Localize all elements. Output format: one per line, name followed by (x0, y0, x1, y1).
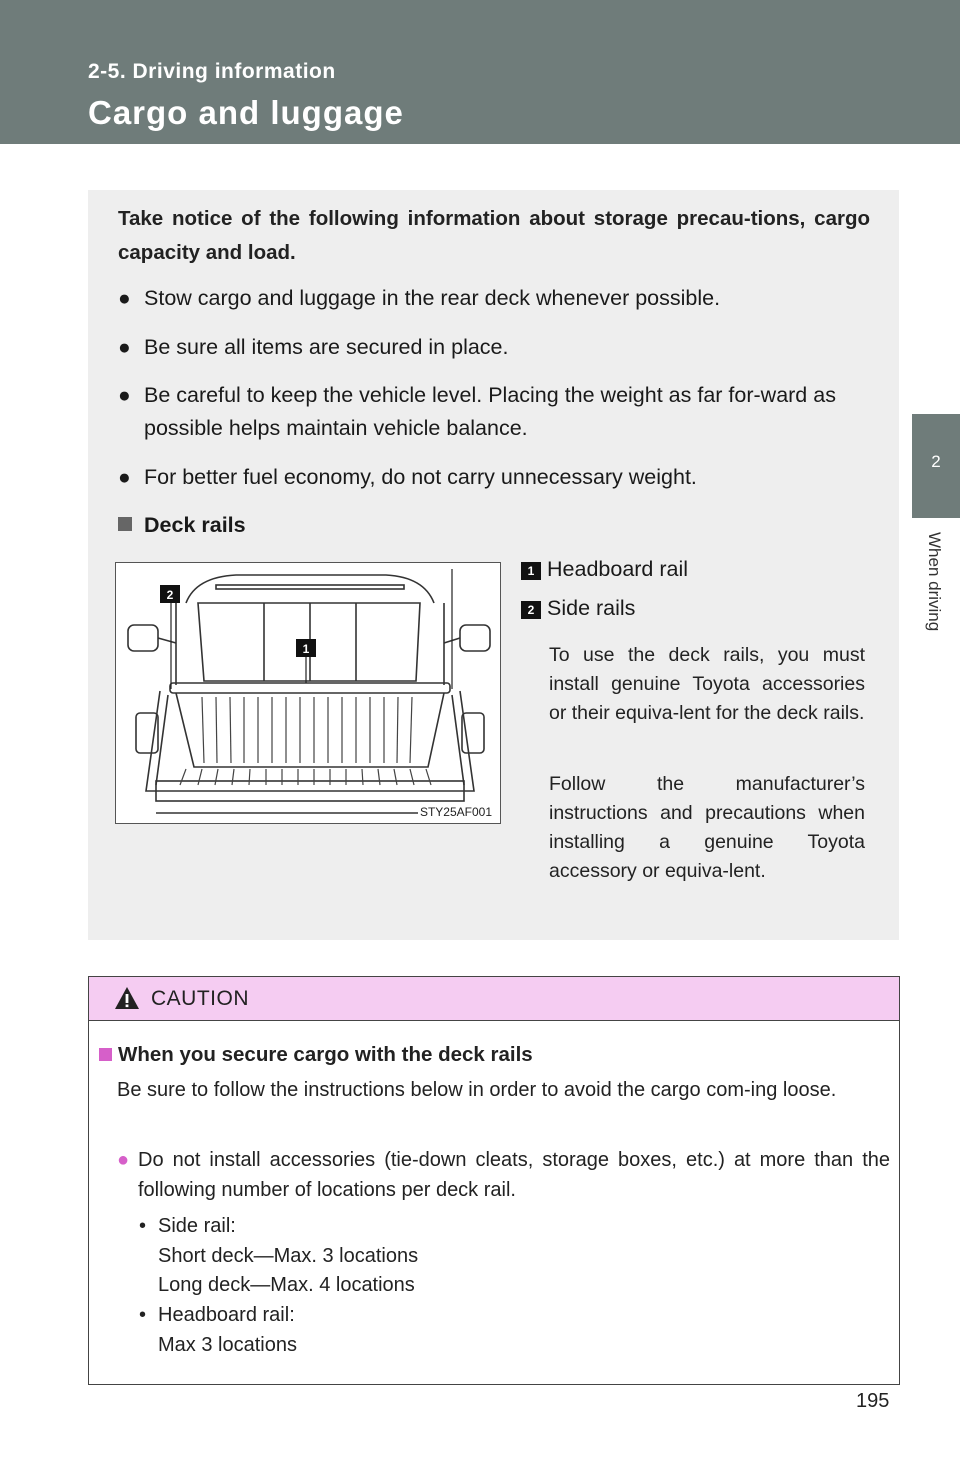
intro-text: Take notice of the following information about storage precau-tions, cargo capacity and load. (118, 207, 870, 264)
deck-rails-heading (118, 513, 246, 538)
bullet-text: Be sure all items are secured in place. (144, 335, 509, 359)
bullet-item (118, 282, 870, 315)
square-bullet-icon (99, 1048, 112, 1061)
list-line: Long deck—Max. 4 locations (158, 1274, 415, 1296)
bullet-dot-icon: ● (118, 384, 131, 407)
warning-triangle-icon (114, 986, 140, 1010)
caution-intro: Be sure to follow the instructions below in order to avoid the cargo com-ing loose. (117, 1079, 837, 1101)
limit-list-item (139, 1212, 418, 1301)
list-bullet: • (139, 1304, 147, 1326)
caution-box (88, 976, 900, 1385)
bullet-dot-icon: ● (118, 466, 131, 489)
bullet-text: For better fuel economy, do not carry unnecessary weight. (144, 465, 697, 489)
deck-rails-figure (115, 562, 501, 824)
legend-item-headboard-rail (521, 557, 688, 582)
bullet-text: Do not install accessories (tie-down cleats, storage boxes, etc.) at more than the following number of locations per deck rail. (138, 1149, 890, 1201)
heading-text: Deck rails (144, 513, 246, 537)
bullet-dot-icon: ● (118, 336, 131, 359)
header-bar (0, 0, 960, 144)
list-label: Headboard rail: (158, 1304, 295, 1326)
truck-bed-illustration (116, 563, 501, 824)
legend-label: Side rails (547, 596, 636, 620)
caution-bullet (117, 1145, 890, 1205)
svg-text:2: 2 (166, 588, 174, 602)
list-line: Short deck—Max. 3 locations (158, 1244, 419, 1267)
bullet-item (118, 331, 870, 364)
limit-list-item (139, 1301, 297, 1360)
chapter-number: 2 (931, 452, 941, 471)
bullet-dot-icon: ● (118, 287, 131, 310)
caution-header (89, 977, 899, 1021)
bullet-item (118, 461, 870, 494)
chapter-tab[interactable] (912, 414, 960, 518)
bullet-text: Be careful to keep the vehicle level. Placing the weight as far for-ward as possible helps maintain vehicle balance. (144, 383, 836, 440)
subheading-text: When you secure cargo with the deck rails (118, 1043, 533, 1066)
number-badge-2: 2 (521, 601, 541, 619)
caution-subheading (99, 1043, 533, 1067)
info-box (88, 190, 899, 940)
deck-rails-paragraph: To use the deck rails, you must install genuine Toyota accessories or their equiva-lent for the deck rails. (549, 644, 865, 724)
legend-item-side-rails (521, 596, 635, 621)
deck-rails-paragraph: Follow the manufacturer’s instructions and precautions when installing a genuine Toyota accessory or equiva-lent. (549, 773, 865, 882)
square-bullet-icon (118, 517, 132, 531)
chapter-label-wrap (912, 530, 960, 670)
section-label: 2-5. Driving information (88, 60, 336, 83)
list-label: Side rail: (158, 1215, 236, 1237)
bullet-text: Stow cargo and luggage in the rear deck whenever possible. (144, 286, 721, 310)
list-bullet: • (139, 1215, 147, 1237)
number-badge-1: 1 (521, 562, 541, 580)
legend-label: Headboard rail (547, 557, 689, 581)
chapter-label: When driving (925, 532, 944, 632)
page-title: Cargo and luggage (88, 94, 404, 131)
bullet-dot-icon: ● (117, 1149, 130, 1171)
svg-text:1: 1 (302, 642, 310, 656)
bullet-item (118, 379, 870, 445)
figure-code: STY25AF001 (419, 805, 492, 819)
caution-title: CAUTION (151, 987, 249, 1010)
list-line: Max 3 locations (158, 1333, 297, 1356)
page-number: 195 (856, 1390, 890, 1412)
